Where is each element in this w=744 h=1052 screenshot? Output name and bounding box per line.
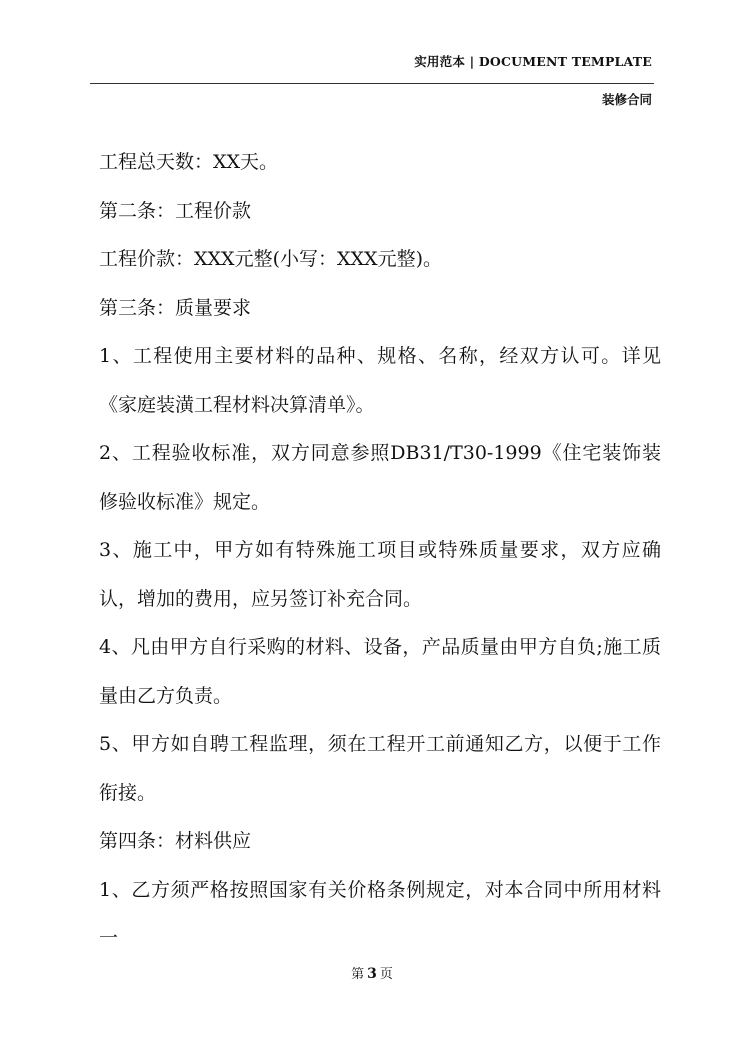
quality-item-1: 1、工程使用主要材料的品种、规格、名称，经双方认可。详见《家庭装潢工程材料决算清单》。	[99, 345, 661, 416]
page-number: 3	[367, 966, 377, 982]
page-suffix: 页	[379, 967, 393, 982]
header-subtitle: 装修合同	[601, 92, 652, 107]
supply-item-1: 1、乙方须严格按照国家有关价格条例规定，对本合同中所用材料一	[99, 878, 661, 949]
quality-item-2: 2、工程验收标准，双方同意参照DB31/T30-1999《住宅装饰装修验收标准》规定。	[99, 442, 661, 513]
page-prefix: 第	[351, 967, 365, 982]
article-2-heading: 第二条：工程价款	[99, 199, 252, 222]
header-title: 实用范本 | DOCUMENT TEMPLATE	[414, 54, 652, 69]
header-divider	[90, 83, 654, 84]
quality-item-4: 4、凡由甲方自行采购的材料、设备，产品质量由甲方自负;施工质量由乙方负责。	[99, 636, 661, 707]
article-4-heading: 第四条：材料供应	[99, 830, 252, 852]
article-3-heading: 第三条：质量要求	[99, 296, 252, 319]
quality-item-3: 3、施工中，甲方如有特殊施工项目或特殊质量要求，双方应确认，增加的费用，应另签订补充合同。	[99, 539, 661, 610]
quality-item-5: 5、甲方如自聘工程监理，须在工程开工前通知乙方，以便于工作衔接。	[99, 733, 661, 804]
document-body	[99, 138, 661, 963]
page-number-footer	[0, 963, 744, 982]
paragraph-total-days: 工程总天数：XX天。	[99, 151, 279, 173]
paragraph-price: 工程价款：XXX元整(小写：XXX元整)。	[99, 248, 442, 270]
